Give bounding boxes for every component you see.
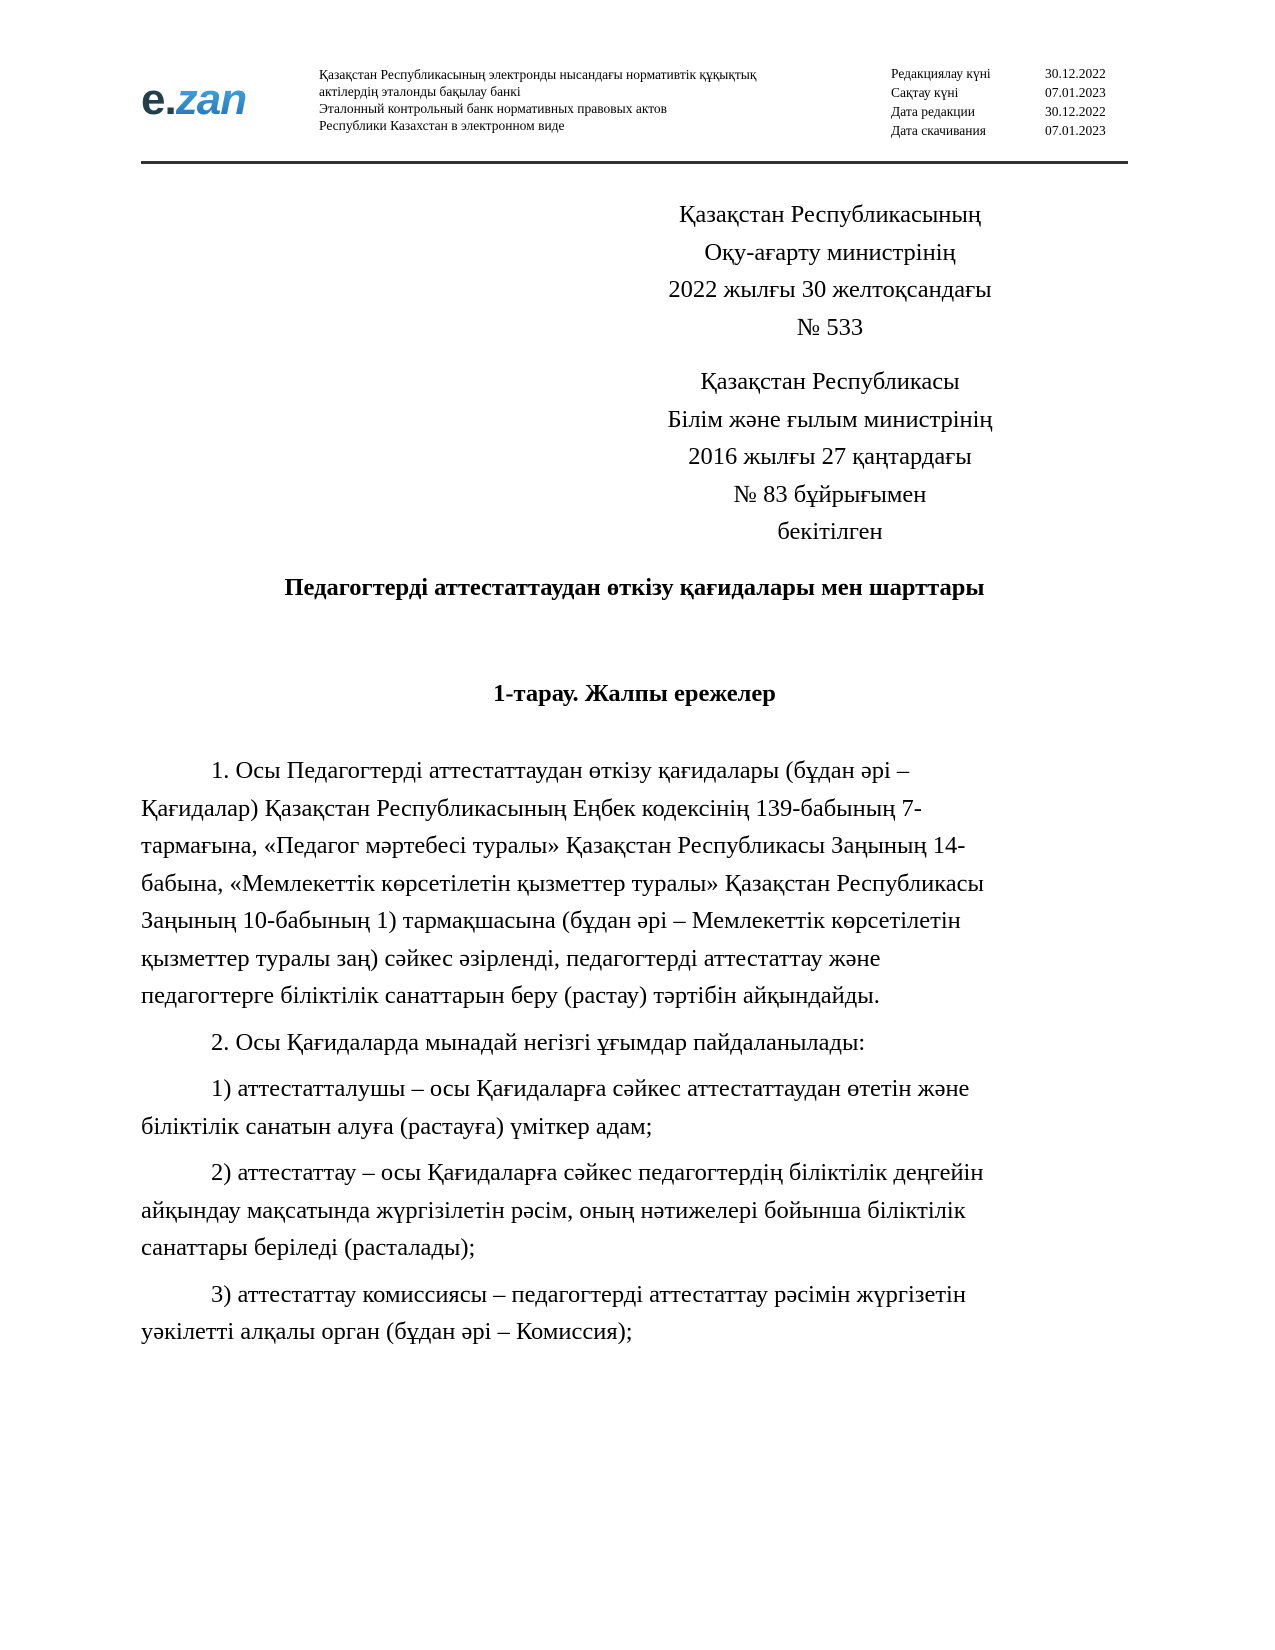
approval-line: 2016 жылғы 27 қаңтардағы (688, 443, 972, 470)
meta-value: 30.12.2022 (1045, 66, 1106, 81)
text-line: Қағидалар) Қазақстан Республикасының Еңбек кодексінің 139-бабының 7- (141, 794, 922, 822)
text-line: 1. Осы Педагогтерді аттестаттаудан өткізу қағидалары (бұдан әрі – (211, 757, 910, 784)
approval-line: № 533 (796, 313, 864, 341)
meta-row-edit-date-kz (891, 64, 1125, 83)
bank-info-line: актілердің эталонды бақылау банкі (319, 84, 521, 99)
approval-line: № 83 бұйрығымен (733, 480, 927, 508)
chapter-title: 1-тарау. Жалпы ережелер (493, 680, 776, 707)
logo-dot: . (164, 75, 176, 124)
approval-line: бекітілген (777, 518, 883, 545)
text-line: уәкілетті алқалы орган (бұдан әрі – Комиссия); (141, 1318, 633, 1345)
text-line: айқындау мақсатында жүргізілетін рәсім, оның нәтижелері бойынша біліктілік (141, 1196, 966, 1224)
text-line: педагогтерге біліктілік санаттарын беру (растау) тәртібін айқындайды. (141, 982, 880, 1009)
approval-block-amendment (600, 196, 1060, 346)
text-line: тармағына, «Педагог мәртебесі туралы» Қазақстан Республикасы Заңының 14- (141, 832, 966, 859)
text-line: 1) аттестатталушы – осы Қағидаларға сәйкес аттестаттаудан өтетін және (211, 1075, 970, 1102)
paragraph-2 (141, 1024, 1081, 1062)
bank-info (319, 66, 756, 134)
approval-line: Оқу-ағарту министрінің (704, 238, 956, 266)
bank-info-line: Республики Казахстан в электронном виде (319, 118, 565, 133)
document-body (141, 752, 1081, 1360)
approval-block-original (600, 363, 1060, 551)
meta-label: Дата скачивания (891, 123, 986, 138)
meta-label: Редакциялау күні (891, 66, 991, 81)
document-meta (891, 64, 1125, 140)
bank-info-line: Қазақстан Республикасының электронды нысандағы нормативтік құқықтық (319, 67, 757, 82)
meta-value: 07.01.2023 (1045, 123, 1106, 138)
definition-1 (141, 1070, 1081, 1145)
text-line: Заңының 10-бабының 1) тармақшасына (бұдан әрі – Мемлекеттік көрсетілетін (141, 907, 961, 934)
meta-label: Сақтау күні (891, 85, 959, 100)
text-line: біліктілік санатын алуға (растауға) үміткер адам; (141, 1112, 653, 1140)
meta-row-download-date-ru (891, 121, 1125, 140)
meta-row-edit-date-ru (891, 102, 1125, 121)
paragraph-1 (141, 752, 1081, 1015)
approval-line: Қазақстан Республикасының (679, 201, 981, 228)
meta-value: 07.01.2023 (1045, 85, 1106, 100)
bank-info-line: Эталонный контрольный банк нормативных правовых актов (319, 101, 668, 116)
ezan-logo (141, 76, 246, 124)
approval-line: Білім және ғылым министрінің (667, 405, 993, 433)
document-title: Педагогтерді аттестаттаудан өткізу қағидалары мен шарттары (284, 574, 985, 601)
definition-2 (141, 1154, 1081, 1267)
meta-label: Дата редакции (891, 104, 975, 119)
text-line: қызметтер туралы заң) сәйкес әзірленді, педагогтерді аттестаттау және (141, 944, 881, 972)
approval-line: 2022 жылғы 30 желтоқсандағы (668, 276, 992, 303)
logo-part-zan: zan (175, 75, 247, 124)
text-line: 2. Осы Қағидаларда мынадай негізгі ұғымдар пайдаланылады: (211, 1028, 866, 1056)
text-line: 3) аттестаттау комиссиясы – педагогтерді аттестаттау рәсімін жүргізетін (211, 1280, 966, 1308)
page-header (141, 64, 1128, 160)
text-line: санаттары беріледі (расталады); (141, 1234, 476, 1261)
logo-part-e: e (141, 75, 165, 124)
meta-value: 30.12.2022 (1045, 104, 1106, 119)
meta-row-save-date-kz (891, 83, 1125, 102)
header-divider (141, 161, 1128, 164)
definition-3 (141, 1276, 1081, 1351)
approval-line: Қазақстан Республикасы (700, 368, 960, 395)
text-line: 2) аттестаттау – осы Қағидаларға сәйкес педагогтердің біліктілік деңгейін (211, 1159, 984, 1186)
text-line: бабына, «Мемлекеттік көрсетілетін қызметтер туралы» Қазақстан Республикасы (141, 869, 984, 897)
